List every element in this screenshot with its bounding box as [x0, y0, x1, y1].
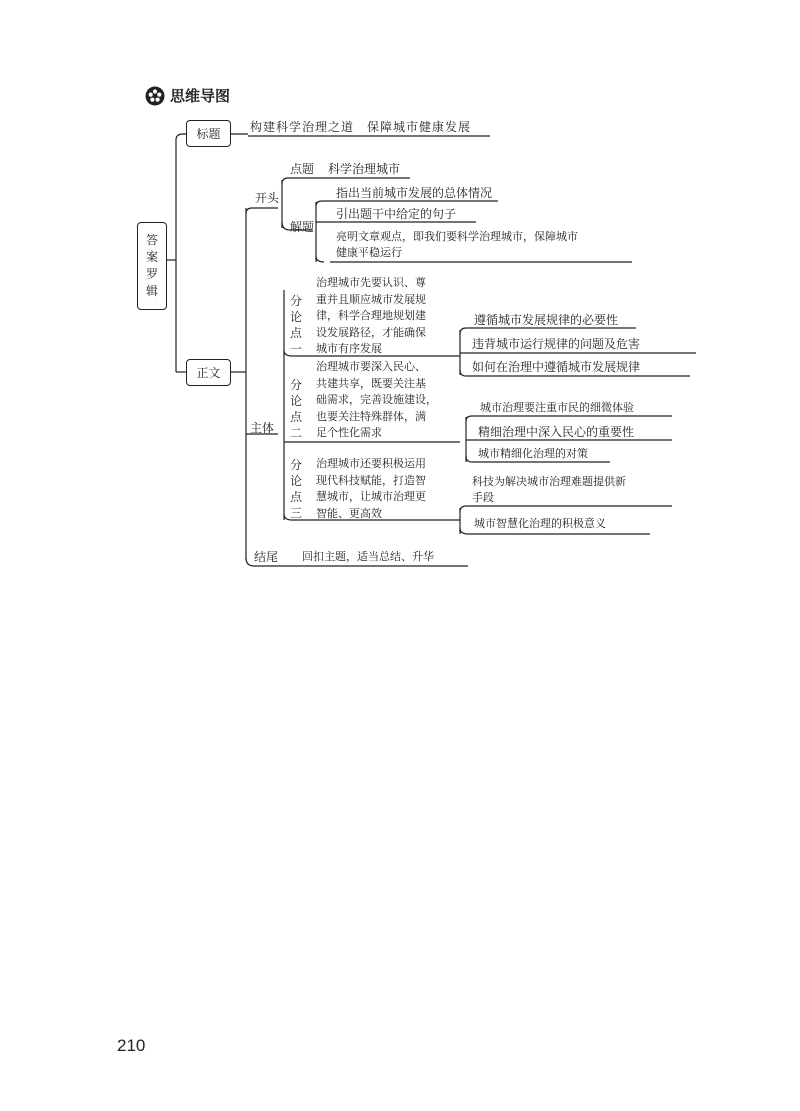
connector [460, 328, 636, 334]
sub-point-2-label: 分 论 点 二 [290, 378, 303, 440]
explain-item: 亮明文章观点，即我们要科学治理城市，保障城市 [336, 230, 578, 243]
root-node [137, 222, 167, 310]
section-title: 思维导图 [170, 87, 231, 105]
flower-badge-icon [145, 86, 165, 106]
sub-point-3-text: 治理城市还要积极运用 现代科技赋能，打造智 慧城市，让城市治理更 智能、更高效 [316, 457, 426, 520]
point-label: 点题 [290, 162, 315, 176]
sub-point-3-label: 分 论 点 三 [290, 458, 303, 520]
connector [176, 134, 186, 140]
opening-label: 开头 [255, 191, 280, 205]
main-body-label: 主体 [250, 421, 275, 435]
connector [282, 178, 410, 184]
connector [316, 256, 324, 262]
root-char: 答 [145, 233, 158, 247]
sub-point-2-item: 城市治理要注重市民的细微体验 [480, 401, 634, 414]
sub-point-1-item: 如何在治理中遵循城市发展规律 [472, 360, 641, 374]
sub-point-3-item: 手段 [472, 491, 494, 504]
connector [246, 208, 278, 214]
root-char: 案 [145, 250, 158, 264]
sub-point-3-item: 城市智慧化治理的积极意义 [474, 517, 606, 530]
ending-label: 结尾 [254, 550, 279, 564]
sub-point-2-text: 治理城市要深入民心、 共建共享，既要关注基 础需求，完善设施建设， 也要关注特殊群体，满 足个性化需求 [316, 360, 437, 439]
explain-item: 健康平稳运行 [336, 246, 402, 259]
sub-point-1-item: 违背城市运行规律的问题及危害 [472, 337, 641, 351]
sub-point-1-item: 遵循城市发展规律的必要性 [474, 313, 619, 327]
explain-item: 引出题干中给定的句子 [336, 207, 457, 221]
connector [466, 416, 672, 421]
explain-label: 解题 [290, 220, 315, 234]
sub-point-1-text: 治理城市先要认识、尊 重并且顺应城市发展规 律，科学合理地规划建 设发展路径，才能确保 城市有序发展 [316, 276, 426, 355]
page-number: 210 [117, 1036, 146, 1055]
sub-point-2-item: 精细治理中深入民心的重要性 [478, 425, 635, 439]
sub-point-1-label: 分 论 点 一 [290, 294, 303, 356]
root-char: 辑 [145, 284, 158, 298]
section-header [145, 85, 230, 106]
sub-point-2-item: 城市精细化治理的对策 [478, 447, 588, 460]
explain-item: 指出当前城市发展的总体情况 [336, 186, 493, 200]
connector [460, 506, 672, 512]
body-node: 正文 [186, 359, 231, 386]
sub-point-3-item: 科技为解决城市治理难题提供新 [472, 475, 626, 488]
root-char: 罗 [145, 267, 158, 281]
point-text: 科学治理城市 [328, 162, 401, 176]
ending-text: 回扣主题，适当总结、升华 [302, 550, 434, 563]
title-node: 标题 [186, 120, 231, 147]
title-text: 构建科学治理之道 保障城市健康发展 [250, 120, 472, 134]
